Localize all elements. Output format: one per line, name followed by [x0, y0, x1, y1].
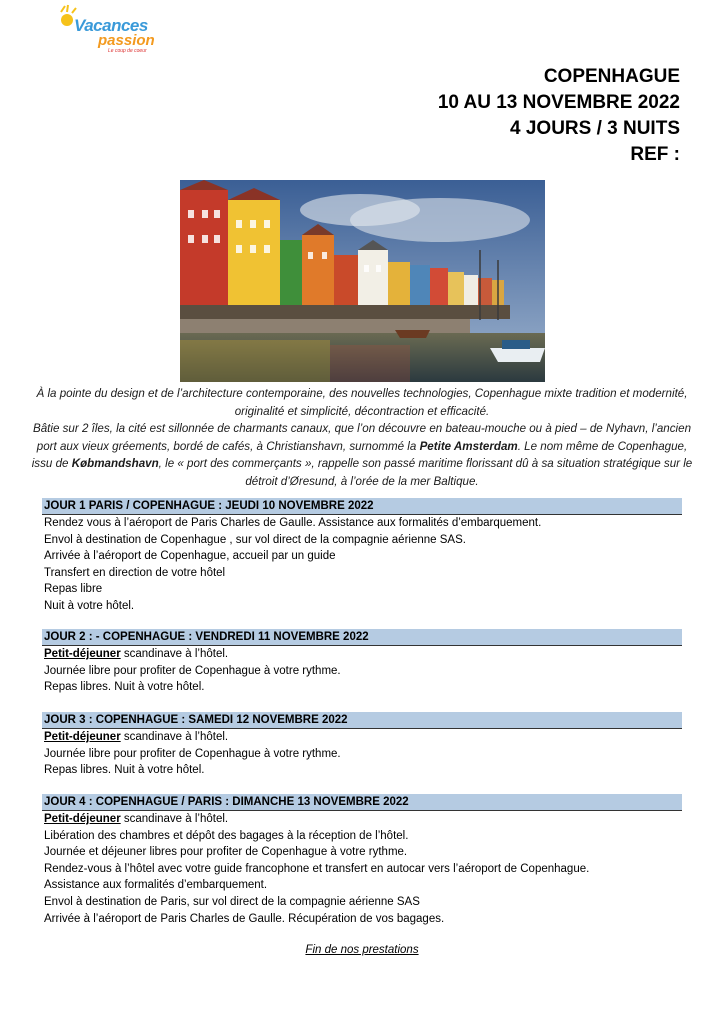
intro-paragraph-1: À la pointe du design et de l’architecture contemporaine, des nouvelles technologies, Copenhague mixte tradition et modernité, originalité et simplicité, décontraction et efficacité.	[36, 387, 688, 418]
day-3-breakfast-line: Petit-déjeuner scandinave à l’hôtel.	[44, 731, 229, 743]
day-3-title: JOUR 3 : COPENHAGUE : SAMEDI 12 NOVEMBRE 2022	[42, 712, 682, 729]
day-2-breakfast-line: Petit-déjeuner scandinave à l’hôtel.	[44, 648, 229, 660]
day-1-line: Arrivée à l’aéroport de Copenhague, accueil par un guide	[44, 550, 336, 563]
petite-amsterdam: Petite Amsterdam	[419, 439, 518, 453]
day-1-line: Nuit à votre hôtel.	[44, 599, 135, 612]
day-4-title: JOUR 4 : COPENHAGUE / PARIS : DIMANCHE 13 NOVEMBRE 2022	[42, 794, 682, 811]
day-4-line: Envol à destination de Paris, sur vol direct de la compagnie aérienne SAS	[44, 895, 420, 908]
logo-tagline: Le coup de coeur	[108, 48, 147, 54]
trip-ref: REF :	[630, 144, 680, 165]
day-4-section	[42, 794, 682, 927]
company-logo	[58, 4, 158, 56]
trip-duration: 4 JOURS / 3 NUITS	[510, 118, 680, 139]
end-of-services: Fin de nos prestations	[305, 944, 419, 956]
day-2-line: Repas libres. Nuit à votre hôtel.	[44, 681, 205, 694]
intro-paragraph-2: Bâtie sur 2 îles, la cité est sillonnée de charmants canaux, que l’on découvre en bateau-mouche ou à pied – de Nyhavn, l’ancien port aux vieux gréements, bordé de cafés, à Christianshavn, surnommé la Petite Amsterdam. Le nom même de Copenhague, issu de Købmandshavn, le « port des commerçants », rappelle son passé maritime florissant dû à sa situation stratégique sur le détroit d’Øresund, à l’orée de la mer Baltique.	[31, 422, 693, 488]
logo-word-vacances: Vacances	[74, 16, 148, 35]
logo-word-passion: passion	[98, 32, 155, 49]
day-4-line: Journée et déjeuner libres pour profiter de Copenhague à votre rythme.	[44, 846, 408, 859]
day-2-title: JOUR 2 : - COPENHAGUE : VENDREDI 11 NOVEMBRE 2022	[42, 629, 682, 646]
day-1-line: Rendez vous à l’aéroport de Paris Charles de Gaulle. Assistance aux formalités d’embarquement.	[44, 517, 542, 529]
day-4-breakfast-line: Petit-déjeuner scandinave à l’hôtel.	[44, 813, 229, 825]
day-1-title: JOUR 1 PARIS / COPENHAGUE : JEUDI 10 NOVEMBRE 2022	[42, 498, 682, 515]
day-2-section	[42, 629, 682, 696]
day-1-section	[42, 498, 682, 615]
day-2-line: Journée libre pour profiter de Copenhague à votre rythme.	[44, 664, 341, 677]
trip-city: COPENHAGUE	[543, 66, 680, 87]
day-3-line: Journée libre pour profiter de Copenhague à votre rythme.	[44, 747, 341, 760]
day-3-section	[42, 712, 682, 779]
trip-title-block	[438, 64, 680, 168]
breakfast-label: Petit-déjeuner	[44, 731, 121, 743]
day-1-line: Envol à destination de Copenhague , sur vol direct de la compagnie aérienne SAS.	[44, 533, 466, 546]
day-4-line: Libération des chambres et dépôt des bagages à la réception de l’hôtel.	[44, 829, 409, 842]
breakfast-label: Petit-déjeuner	[44, 813, 121, 825]
day-1-line: Repas libre	[44, 583, 103, 596]
day-1-line: Transfert en direction de votre hôtel	[44, 566, 226, 579]
trip-dates: 10 AU 13 NOVEMBRE 2022	[437, 92, 680, 113]
intro-text	[30, 385, 694, 490]
kobmandshavn: Købmandshavn	[71, 457, 159, 470]
breakfast-label: Petit-déjeuner	[44, 648, 121, 660]
day-4-line: Arrivée à l’aéroport de Paris Charles de Gaulle. Récupération de vos bagages.	[44, 912, 445, 925]
day-4-line: Rendez-vous à l’hôtel avec votre guide francophone et transfert en autocar vers l’aéroport de Copenhague.	[44, 862, 590, 875]
nyhavn-photo	[180, 180, 545, 382]
day-4-line: Assistance aux formalités d’embarquement.	[44, 879, 268, 892]
day-3-line: Repas libres. Nuit à votre hôtel.	[44, 764, 205, 777]
